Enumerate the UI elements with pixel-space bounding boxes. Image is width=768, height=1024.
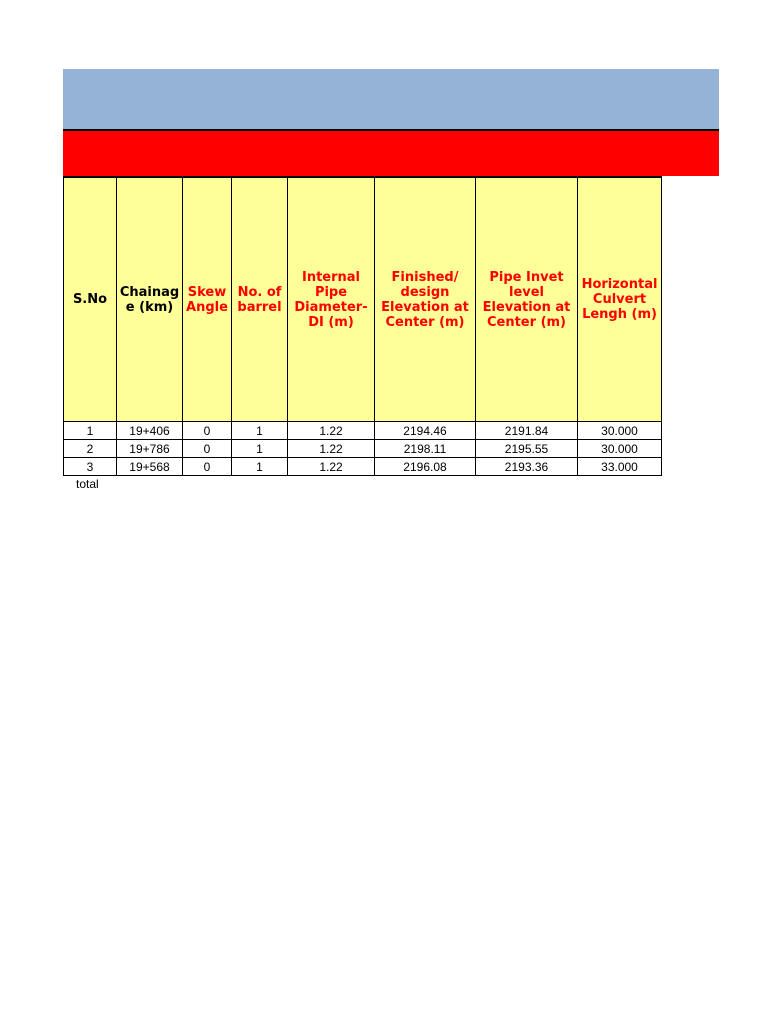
cell-invert-level: 2193.36 [476,458,578,476]
cell-finished-elevation: 2194.46 [375,422,476,440]
header-sno: S.No [64,177,117,422]
cell-invert-level: 2191.84 [476,422,578,440]
table-row [64,458,662,476]
header-skew-angle: Skew Angle [183,177,232,422]
header-finished-design-elevation: Finished/ design Elevation at Center (m) [375,177,476,422]
header-no-of-barrel: No. of barrel [232,177,288,422]
cell-internal-diameter: 1.22 [288,458,375,476]
cell-no-of-barrel: 1 [232,440,288,458]
cell-skew-angle: 0 [183,422,232,440]
culvert-table [63,176,662,476]
cell-chainage: 19+406 [117,422,183,440]
header-chainage: Chainag e (km) [117,177,183,422]
cell-culvert-length: 33.000 [578,458,662,476]
table-row [64,422,662,440]
cell-sno: 1 [64,422,117,440]
cell-skew-angle: 0 [183,458,232,476]
cell-no-of-barrel: 1 [232,422,288,440]
cell-sno: 3 [64,458,117,476]
header-pipe-invert-level: Pipe Invet level Elevation at Center (m) [476,177,578,422]
section-band [63,129,719,176]
cell-finished-elevation: 2196.08 [375,458,476,476]
header-row [64,177,662,422]
title-band [63,69,719,129]
table-row [64,440,662,458]
cell-internal-diameter: 1.22 [288,422,375,440]
header-internal-pipe-diameter: Internal Pipe Diameter- DI (m) [288,177,375,422]
total-label: total [76,477,99,491]
cell-sno: 2 [64,440,117,458]
cell-skew-angle: 0 [183,440,232,458]
cell-internal-diameter: 1.22 [288,440,375,458]
cell-invert-level: 2195.55 [476,440,578,458]
cell-culvert-length: 30.000 [578,422,662,440]
cell-no-of-barrel: 1 [232,458,288,476]
cell-chainage: 19+568 [117,458,183,476]
cell-culvert-length: 30.000 [578,440,662,458]
header-horizontal-culvert-length: Horizontal Culvert Lengh (m) [578,177,662,422]
cell-chainage: 19+786 [117,440,183,458]
cell-finished-elevation: 2198.11 [375,440,476,458]
